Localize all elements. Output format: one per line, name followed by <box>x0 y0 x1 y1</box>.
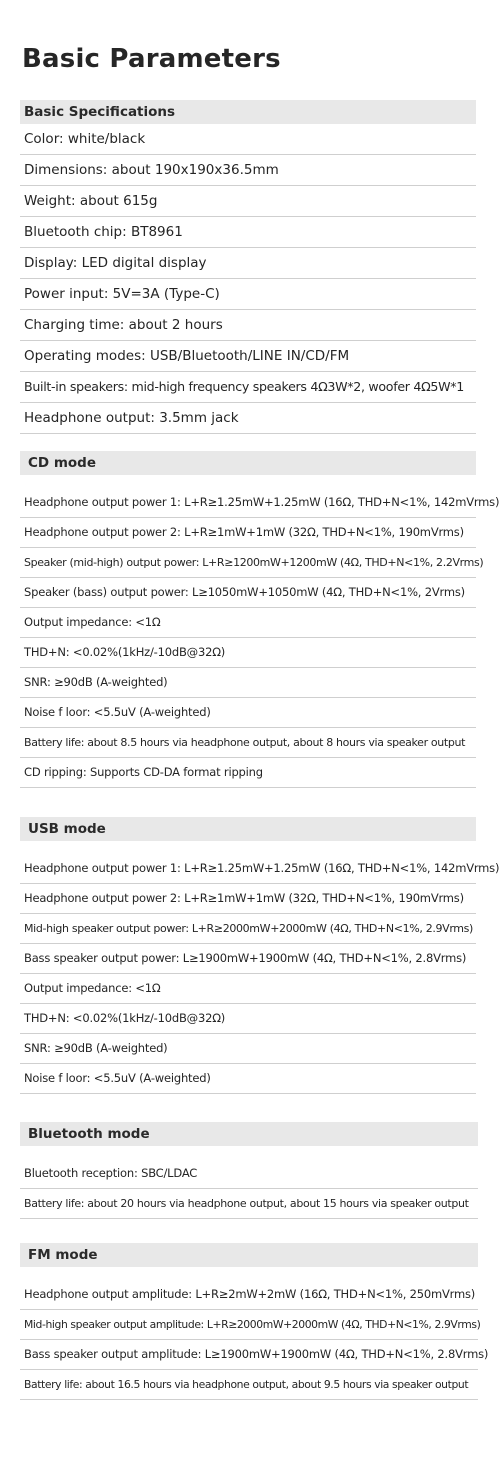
spec-row: Bass speaker output power: L≥1900mW+1900mW (4Ω, THD+N<1%, 2.8Vrms) <box>20 944 476 974</box>
spec-row: Speaker (mid-high) output power: L+R≥1200mW+1200mW (4Ω, THD+N<1%, 2.2Vrms) <box>20 548 476 578</box>
section-usb-mode <box>20 817 500 1094</box>
section-heading: USB mode <box>20 817 476 841</box>
spec-row: Battery life: about 16.5 hours via headphone output, about 9.5 hours via speaker output <box>20 1370 478 1400</box>
spec-row: CD ripping: Supports CD-DA format ripping <box>20 758 476 788</box>
spec-row: Operating modes: USB/Bluetooth/LINE IN/CD/FM <box>20 341 476 372</box>
spec-row: Battery life: about 8.5 hours via headphone output, about 8 hours via speaker output <box>20 728 476 758</box>
spec-row: THD+N: <0.02%(1kHz/-10dB@32Ω) <box>20 1004 476 1034</box>
spec-row: Speaker (bass) output power: L≥1050mW+1050mW (4Ω, THD+N<1%, 2Vrms) <box>20 578 476 608</box>
spec-row: Weight: about 615g <box>20 186 476 217</box>
section-heading: Basic Specifications <box>20 100 476 124</box>
spec-row: Noise f loor: <5.5uV (A-weighted) <box>20 1064 476 1094</box>
spec-row: Output impedance: <1Ω <box>20 974 476 1004</box>
section-bluetooth-mode <box>20 1122 478 1219</box>
section-heading: CD mode <box>20 451 476 475</box>
spec-row: Headphone output power 2: L+R≥1mW+1mW (32Ω, THD+N<1%, 190mVrms) <box>20 884 476 914</box>
spec-row: THD+N: <0.02%(1kHz/-10dB@32Ω) <box>20 638 476 668</box>
spec-row: Charging time: about 2 hours <box>20 310 476 341</box>
spec-row: Bass speaker output amplitude: L≥1900mW+1900mW (4Ω, THD+N<1%, 2.8Vrms) <box>20 1340 478 1370</box>
spec-row: Battery life: about 20 hours via headphone output, about 15 hours via speaker output <box>20 1189 478 1219</box>
spec-row: SNR: ≥90dB (A-weighted) <box>20 668 476 698</box>
spec-row: Bluetooth reception: SBC/LDAC <box>20 1159 478 1189</box>
spec-row: Display: LED digital display <box>20 248 476 279</box>
spec-row: Built-in speakers: mid-high frequency speakers 4Ω3W*2, woofer 4Ω5W*1 <box>20 372 476 403</box>
spec-row: Headphone output power 1: L+R≥1.25mW+1.25mW (16Ω, THD+N<1%, 142mVrms) <box>20 854 476 884</box>
page-title: Basic Parameters <box>22 44 281 74</box>
spec-row: Color: white/black <box>20 124 476 155</box>
section-basic-specifications <box>20 100 476 434</box>
spec-row: SNR: ≥90dB (A-weighted) <box>20 1034 476 1064</box>
spec-row: Mid-high speaker output power: L+R≥2000mW+2000mW (4Ω, THD+N<1%, 2.9Vrms) <box>20 914 476 944</box>
spec-row: Headphone output power 1: L+R≥1.25mW+1.25mW (16Ω, THD+N<1%, 142mVrms) <box>20 488 476 518</box>
section-heading: FM mode <box>20 1243 478 1267</box>
spec-row: Headphone output power 2: L+R≥1mW+1mW (32Ω, THD+N<1%, 190mVrms) <box>20 518 476 548</box>
section-cd-mode <box>20 451 500 788</box>
spec-row: Dimensions: about 190x190x36.5mm <box>20 155 476 186</box>
spec-row: Mid-high speaker output amplitude: L+R≥2000mW+2000mW (4Ω, THD+N<1%, 2.9Vrms) <box>20 1310 478 1340</box>
spec-row: Noise f loor: <5.5uV (A-weighted) <box>20 698 476 728</box>
spec-row: Bluetooth chip: BT8961 <box>20 217 476 248</box>
spec-row: Output impedance: <1Ω <box>20 608 476 638</box>
spec-row: Power input: 5V=3A (Type-C) <box>20 279 476 310</box>
section-heading: Bluetooth mode <box>20 1122 478 1146</box>
section-fm-mode <box>20 1243 489 1400</box>
spec-row: Headphone output: 3.5mm jack <box>20 403 476 434</box>
spec-row: Headphone output amplitude: L+R≥2mW+2mW (16Ω, THD+N<1%, 250mVrms) <box>20 1280 478 1310</box>
